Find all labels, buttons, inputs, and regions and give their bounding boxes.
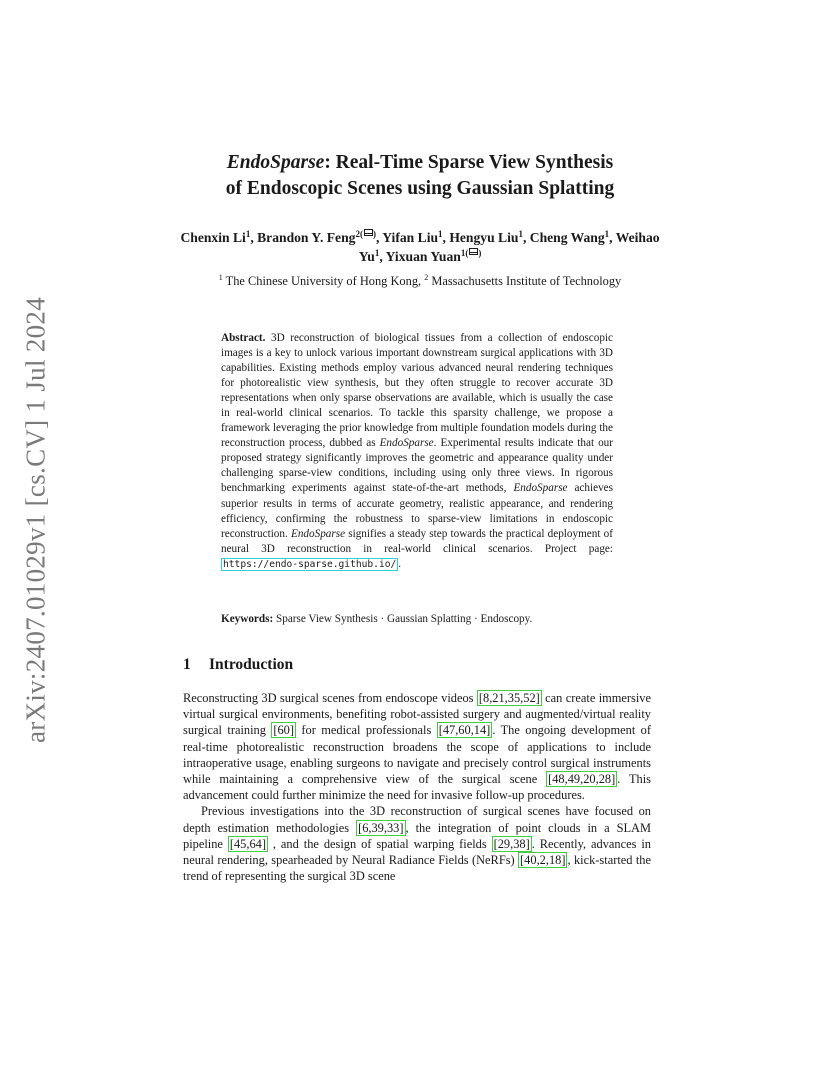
citation-link[interactable]: [40,2,18] [520,853,566,868]
author: Brandon Y. Feng$^{2( )}$ [257,229,376,245]
section-heading [183,655,293,675]
title-line2: of Endoscopic Scenes using Gaussian Splatting [225,178,615,199]
citation-link[interactable]: [47,60,14] [438,723,491,738]
affiliation-2: Massachusetts Institute of Technology [431,274,622,288]
abstract-label: Abstract. [221,332,266,344]
envelope-icon [469,248,478,255]
author: Chenxin Li$^1$ [180,229,251,245]
author-list: Chenxin Li$^1$, Brandon Y. Feng$^{2( )}$, Yifan Liu$^1$, Hengyu Liu$^1$, Cheng Wang$^1$, Weihao Yu$^1$, Yixuan Yuan$^{1( )}$ [180,229,660,264]
section-number: 1 [183,656,191,673]
citation-link[interactable]: [8,21,35,52] [478,691,540,705]
citation-link[interactable]: [6,39,33] [358,820,404,835]
paper-title [150,150,690,202]
section-title: Introduction [209,656,294,673]
citation-link[interactable]: [60] [273,723,295,738]
author: Yixuan Yuan$^{1( )}$ [385,248,482,264]
author: Yifan Liu$^1$ [382,229,443,245]
author: Cheng Wang$^1$ [529,229,610,245]
citation-link[interactable]: [48,49,20,28] [548,772,616,787]
keywords-label: Keywords: [221,613,274,625]
affiliations: $^1$ The Chinese University of Hong Kong, $^2$ Massachusetts Institute of Technology [218,273,622,288]
affiliation-1: The Chinese University of Hong Kong, [225,274,422,288]
keywords-text: Sparse View Synthesis · Gaussian Splatting · Endoscopy. [276,613,533,625]
paragraph: Reconstructing 3D surgical scenes from endoscope videos [8,21,35,52] can create immersive virtual surgical environments, benefiting robot-assisted surgery and augmented/virtual reality surgical training [60] for medical professionals [47,60,14] . The ongoing development of real-time photorealistic reconstruction broadens the scope of applications to include intraoperative usage, enabling surgeons to navigate and precisely control surgical instruments while maintaining a comprehensive view of the surgical scene [48,49,20,28] . This advancement could further minimize the need for invasive follow-up procedures. [183,691,651,803]
title-line1-rest: : Real-Time Sparse View Synthesis [324,152,614,173]
citation-link[interactable]: [45,64] [229,836,266,851]
title-method-name: EndoSparse [226,152,325,173]
paragraph: Previous investigations into the 3D reconstruction of surgical scenes have focused on depth estimation methodologies [6,39,33] , the integration of point clouds in a SLAM pipeline [45,64] , and the design of spatial warping fields [29,38] . Recently, advances in neural rendering, spearheaded by Neural Radiance Fields (NeRFs) [40,2,18] , kick-started the trend of representing the surgical 3D scene [183,804,651,884]
citation-link[interactable]: [29,38] [493,836,530,851]
arxiv-identifier-stamp: arXiv:2407.01029v1 [cs.CV] 1 Jul 2024 [20,296,51,744]
keywords [221,612,613,627]
abstract: Abstract. 3D reconstruction of biological tissues from a collection of endoscopic images is a key to unlock various important downstream surgical applications with 3D capabilities. Existing methods employ various advanced neural rendering techniques for photorealistic view synthesis, but they often struggle to recover accurate 3D representations when only sparse observations are available, which is usually the case in real-world clinical scenarios. To tackle this sparsity challenge, we propose a framework leveraging the prior knowledge from multiple foundation models during the reconstruction process, dubbed as EndoSparse. Experimental results indicate that our proposed strategy significantly improves the geometric and appearance quality under challenging sparse-view conditions, including using only three views. In rigorous benchmarking experiments against state-of-the-art methods, EndoSparse achieves superior results in terms of accurate geometry, realistic appearance, and rendering efficiency, confirming the robustness to sparse-view limitations in endoscopic reconstruction. EndoSparse signifies a steady step towards the practical deployment of neural 3D reconstruction in real-world clinical scenarios. Project page: https://endo-sparse.github.io/ . [221,332,614,570]
project-page-link[interactable]: https://endo-sparse.github.io/ [223,558,397,570]
author: Weihao Yu$^1$ [358,230,660,264]
author: Hengyu Liu$^1$ [449,229,523,245]
envelope-icon [364,229,373,236]
introduction-body [183,690,651,884]
